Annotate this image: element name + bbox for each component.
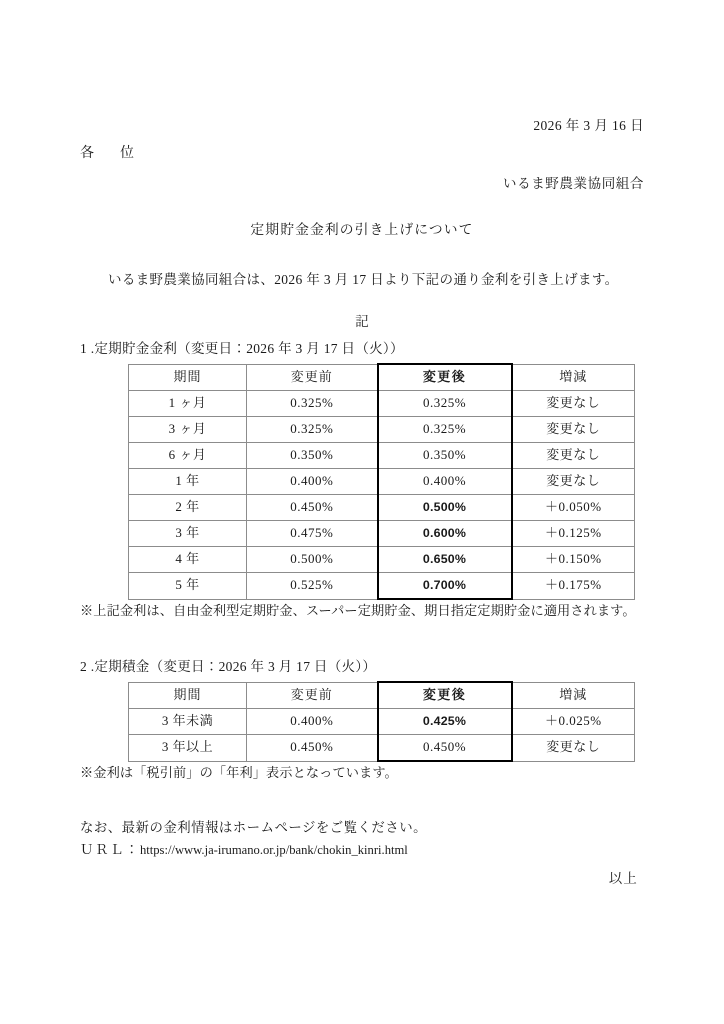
ki-mark: 記: [355, 313, 369, 329]
cell-after: 0.450%: [378, 735, 512, 762]
cell-before: 0.350%: [247, 443, 378, 469]
rate-table-installment-savings: [128, 681, 635, 762]
table-row: [129, 443, 635, 469]
cell-delta: 変更なし: [512, 417, 635, 443]
cell-delta: 変更なし: [512, 391, 635, 417]
cell-term: 4 年: [129, 547, 247, 573]
table-row: [129, 521, 635, 547]
cell-before: 0.525%: [247, 573, 378, 600]
cell-after: 0.325%: [378, 417, 512, 443]
cell-delta: ＋0.175%: [512, 573, 635, 600]
cell-after: 0.700%: [378, 573, 512, 600]
table-header-row: [129, 682, 635, 709]
column-header-term: 期間: [129, 682, 247, 709]
cell-after: 0.325%: [378, 391, 512, 417]
addressee: 各 位: [80, 146, 140, 162]
table-note-2: ※金利は「税引前」の「年利」表示となっています。: [80, 765, 398, 781]
cell-term: 3 年以上: [129, 735, 247, 762]
cell-term: 6 ヶ月: [129, 443, 247, 469]
closing-mark: 以上: [608, 870, 638, 886]
cell-after: 0.650%: [378, 547, 512, 573]
cell-after: 0.350%: [378, 443, 512, 469]
section-heading-2: 2 .定期積金（変更日：2026 年 3 月 17 日（火））: [80, 659, 377, 675]
closing-block: [80, 817, 644, 860]
cell-before: 0.450%: [247, 495, 378, 521]
cell-delta: ＋0.150%: [512, 547, 635, 573]
column-header-before: 変更前: [247, 364, 378, 391]
cell-before: 0.450%: [247, 735, 378, 762]
cell-before: 0.500%: [247, 547, 378, 573]
page-title: 定期貯金金利の引き上げについて: [250, 222, 474, 238]
table-note-1: ※上記金利は、自由金利型定期貯金、スーパー定期貯金、期日指定定期貯金に適用されます。: [80, 603, 636, 619]
cell-before: 0.325%: [247, 417, 378, 443]
table-row: [129, 735, 635, 762]
cell-term: 5 年: [129, 573, 247, 600]
cell-delta: 変更なし: [512, 443, 635, 469]
column-header-delta: 増減: [512, 682, 635, 709]
cell-before: 0.400%: [247, 709, 378, 735]
section-heading-1: 1 .定期貯金金利（変更日：2026 年 3 月 17 日（火））: [80, 341, 404, 357]
column-header-after: 変更後: [378, 682, 512, 709]
cell-delta: ＋0.050%: [512, 495, 635, 521]
column-header-before: 変更前: [247, 682, 378, 709]
cell-before: 0.400%: [247, 469, 378, 495]
cell-after: 0.600%: [378, 521, 512, 547]
cell-delta: 変更なし: [512, 469, 635, 495]
cell-after: 0.425%: [378, 709, 512, 735]
cell-delta: 変更なし: [512, 735, 635, 762]
cell-term: 3 年未満: [129, 709, 247, 735]
lead-paragraph: いるま野農業協同組合は、2026 年 3 月 17 日より下記の通り金利を引き上げます。: [108, 271, 619, 287]
table-row: [129, 573, 635, 600]
url-value[interactable]: https://www.ja-irumano.or.jp/bank/chokin_kinri.html: [139, 842, 408, 857]
column-header-term: 期間: [129, 364, 247, 391]
cell-before: 0.475%: [247, 521, 378, 547]
table-row: [129, 547, 635, 573]
rate-table-time-deposit: [128, 363, 635, 600]
cell-delta: ＋0.125%: [512, 521, 635, 547]
table-row: [129, 469, 635, 495]
cell-term: 3 年: [129, 521, 247, 547]
url-label: ＵＲＬ：: [80, 841, 140, 857]
cell-term: 1 年: [129, 469, 247, 495]
cell-before: 0.325%: [247, 391, 378, 417]
cell-term: 1 ヶ月: [129, 391, 247, 417]
cell-term: 2 年: [129, 495, 247, 521]
closing-line: なお、最新の金利情報はホームページをご覧ください。: [80, 820, 427, 836]
cell-delta: ＋0.025%: [512, 709, 635, 735]
cell-term: 3 ヶ月: [129, 417, 247, 443]
column-header-delta: 増減: [512, 364, 635, 391]
table-row: [129, 709, 635, 735]
table-row: [129, 417, 635, 443]
issuer-name: いるま野農業協同組合: [503, 175, 644, 191]
table-row: [129, 391, 635, 417]
url-line: [80, 839, 644, 861]
cell-after: 0.500%: [378, 495, 512, 521]
table-header-row: [129, 364, 635, 391]
cell-after: 0.400%: [378, 469, 512, 495]
document-date: 2026 年 3 月 16 日: [533, 118, 644, 133]
table-row: [129, 495, 635, 521]
column-header-after: 変更後: [378, 364, 512, 391]
